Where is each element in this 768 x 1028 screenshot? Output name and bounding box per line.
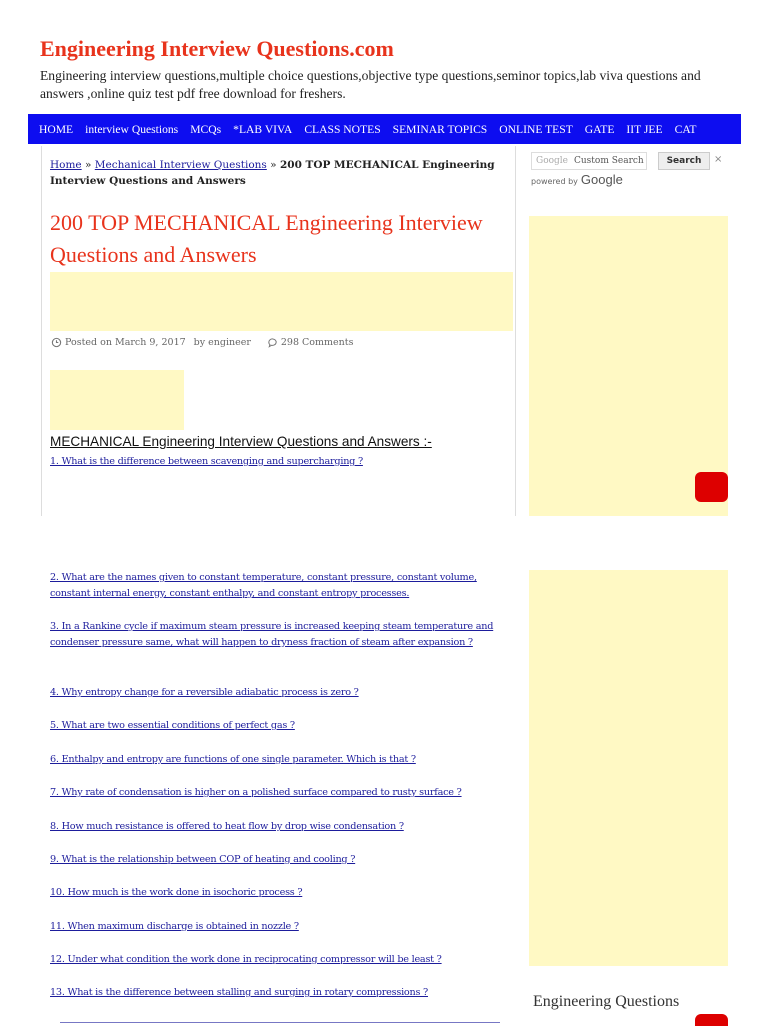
post-meta: [51, 337, 353, 348]
post-date: Posted on March 9, 2017: [65, 337, 186, 348]
search-brand: Google: [536, 156, 568, 166]
breadcrumb-separator: »: [270, 159, 277, 171]
breadcrumb: [50, 157, 498, 189]
section-heading: MECHANICAL Engineering Interview Questions and Answers :-: [50, 434, 432, 449]
nav-item-gate[interactable]: GATE: [584, 122, 615, 136]
nav-item-cat[interactable]: CAT: [674, 122, 697, 136]
nav-item-online-test[interactable]: ONLINE TEST: [499, 122, 573, 136]
question-link[interactable]: 1. What is the difference between scavenging and supercharging ?: [50, 456, 363, 467]
nav-item-lab-viva[interactable]: *LAB VIVA: [233, 122, 293, 136]
post-comments[interactable]: 298 Comments: [280, 337, 354, 348]
powered-by-label: powered by: [531, 177, 578, 186]
post-title: 200 TOP MECHANICAL Engineering Interview Questions and Answers: [50, 210, 483, 267]
search-input[interactable]: [531, 152, 647, 170]
ad-box-small[interactable]: [50, 370, 184, 430]
breadcrumb-home-link[interactable]: Home: [50, 159, 82, 171]
breadcrumb-separator: »: [85, 159, 92, 171]
question-link[interactable]: 9. What is the relationship between COP of heating and cooling ?: [50, 854, 356, 865]
question-link-partial[interactable]: [50, 1018, 502, 1028]
question-link[interactable]: 7. Why rate of condensation is higher on a polished surface compared to rusty surface ?: [50, 787, 462, 798]
floating-red-button-2[interactable]: [695, 1014, 728, 1026]
question-link[interactable]: 3. In a Rankine cycle if maximum steam pressure is increased keeping steam temperature and condenser pressure same, what will happen to dryness fraction of steam after expansion ?: [50, 621, 494, 648]
breadcrumb-category-link[interactable]: Mechanical Interview Questions: [94, 159, 267, 171]
comment-icon: [267, 337, 278, 348]
close-icon[interactable]: ×: [714, 154, 723, 165]
powered-by-google: [531, 172, 623, 187]
question-link[interactable]: 8. How much resistance is offered to heat flow by drop wise condensation ?: [50, 821, 404, 832]
question-link[interactable]: 6. Enthalpy and entropy are functions of one single parameter. Which is that ?: [50, 754, 416, 765]
breadcrumb-current: 200 TOP MECHANICAL Engineering Interview Questions and Answers: [50, 159, 495, 187]
google-logo: Google: [580, 172, 623, 187]
nav-item-interview-questions[interactable]: interview Questions: [85, 122, 179, 136]
nav-item-mcqs[interactable]: MCQs: [190, 122, 222, 136]
search-button[interactable]: Search: [658, 152, 710, 170]
question-link[interactable]: 12. Under what condition the work done in reciprocating compressor will be least ?: [50, 954, 442, 965]
question-link[interactable]: 5. What are two essential conditions of perfect gas ?: [50, 720, 295, 731]
ad-banner-top[interactable]: [50, 272, 513, 331]
post-author[interactable]: by engineer: [193, 337, 251, 348]
question-link[interactable]: 4. Why entropy change for a reversible adiabatic process is zero ?: [50, 687, 359, 698]
question-link[interactable]: 2. What are the names given to constant temperature, constant pressure, constant volume, constant internal energy, constant enthalpy, and constant entropy processes.: [50, 572, 477, 599]
site-description: Engineering interview questions,multiple choice questions,objective type questions,seminor topics,lab viva questions and answers ,online quiz test pdf free download for freshers.: [40, 68, 701, 101]
question-link[interactable]: 13. What is the difference between stalling and surging in rotary compressions ?: [50, 987, 428, 998]
sidebar-heading: Engineering Questions: [533, 993, 680, 1010]
question-link[interactable]: 10. How much is the work done in isochoric process ?: [50, 887, 303, 898]
clock-icon: [51, 337, 62, 348]
main-nav: [28, 114, 741, 144]
ad-sidebar-bottom[interactable]: [529, 570, 728, 966]
nav-item-class-notes[interactable]: CLASS NOTES: [304, 122, 381, 136]
search-placeholder: Custom Search: [574, 156, 644, 166]
site-title[interactable]: Engineering Interview Questions.com: [40, 36, 394, 61]
nav-item-home[interactable]: HOME: [39, 122, 74, 136]
nav-item-seminar-topics[interactable]: SEMINAR TOPICS: [392, 122, 488, 136]
question-link[interactable]: 11. When maximum discharge is obtained in nozzle ?: [50, 921, 299, 932]
nav-item-iit-jee[interactable]: IIT JEE: [626, 122, 663, 136]
floating-red-button[interactable]: [695, 472, 728, 502]
ad-sidebar-top[interactable]: [529, 216, 728, 516]
